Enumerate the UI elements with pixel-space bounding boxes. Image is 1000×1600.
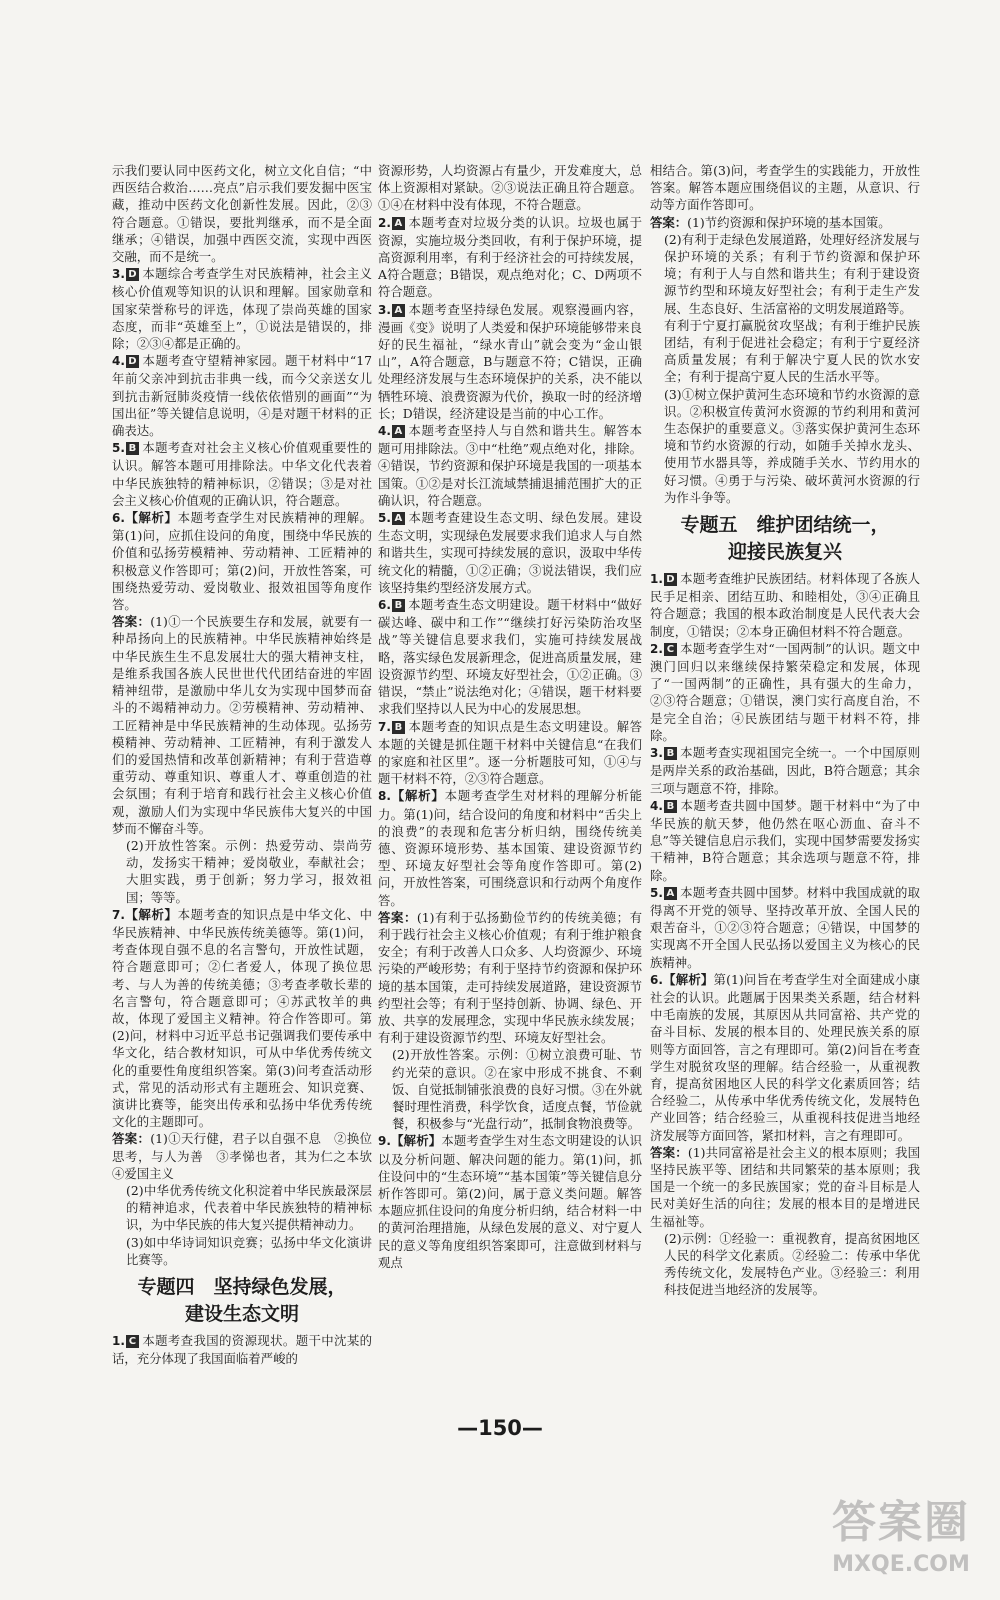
- paragraph-text: 本题考查共圆中国梦。材料中我国成就的取得离不开党的领导、坚持改革开放、全国人民的艰苦奋斗，①②③符合题意；④错误，中国梦的实现离不开全国人民弘扬以爱国主义为核心的民族精神。: [650, 884, 920, 970]
- paragraph-text: (1)①天行健，君子以自强不息 ②换位思考，与人为善 ③孝悌也者，其为仁之本欤 ④爱国主义: [112, 1131, 372, 1181]
- section-title: [650, 512, 920, 566]
- question-number: 4.: [650, 798, 663, 813]
- paragraph-text: 本题考查共圆中国梦。题干材料中“为了中华民族的航天梦，他仍然在呕心沥血、奋斗不息”等关键信息启示我们，实现中国梦需要发扬实干精神，B符合题意；其余选项与题意不符，排除。: [650, 797, 920, 883]
- answer-letter-box: C: [126, 1335, 139, 1348]
- question-answer: [112, 439, 372, 509]
- paragraph-text: 示我们要认同中医药文化，树立文化自信；“中西医结合救治……亮点”启示我们要发掘中医宝藏，推动中医药文化创新性发展。因此，②③符合题意。①错误，要批判继承，而不是全面继承；④错误，加强中西医交流，实现中西医交融，而不是统一。: [112, 163, 372, 265]
- question-number: 3.: [112, 267, 125, 282]
- label-tag: 【解析】: [124, 510, 178, 526]
- question-answer: [378, 1132, 642, 1271]
- question-answer: [650, 570, 920, 640]
- answer-letter-box: A: [392, 512, 405, 525]
- question-answer: [378, 718, 642, 788]
- paragraph-text: (1)共同富裕是社会主义的根本原则；我国坚持民族平等、团结和共同繁荣的基本原则；我国是一个统一的多民族国家；党的奋斗目标是人民对美好生活的向往；发展的根本目的是增进民生福祉等。: [650, 1144, 920, 1229]
- paragraph-text: (1)节约资源和保护环境的基本国策。: [687, 214, 891, 230]
- paragraph: [650, 231, 920, 317]
- answer-letter-box: A: [664, 887, 677, 900]
- question-answer: [112, 906, 372, 1131]
- question-number: 3.: [378, 302, 391, 317]
- paragraph: [112, 162, 372, 265]
- paragraph-text: 有利于宁夏打赢脱贫攻坚战；有利于维护民族团结，有利于促进社会稳定；有利于宁夏经济高质量发展；有利于解决宁夏人民的饮水安全；有利于提高宁夏人民的生活水平等。: [664, 317, 920, 385]
- question-answer: [112, 352, 372, 439]
- label-tag: 【解析】: [662, 971, 714, 987]
- answer-letter-box: A: [392, 425, 405, 438]
- column-middle: [378, 162, 642, 1410]
- question-answer: [378, 509, 642, 596]
- paragraph-text: 本题考查守望精神家园。题干材料中“17年前父亲冲到抗击非典一线，而今父亲送女儿到抗击新冠肺炎疫情一线依依惜别的画面”“为国出征”等关键信息说明，④是对题干材料的正确表达。: [112, 353, 372, 439]
- label-tag: 答案：: [650, 214, 688, 230]
- question-answer: [650, 884, 920, 971]
- answer-block: [112, 613, 372, 837]
- paragraph: [650, 386, 920, 506]
- paragraph-text: (2)开放性答案。示例：①树立浪费可耻、节约光荣的意识。②在家中形成不挑食、不剩饭、自觉抵制铺张浪费的良好习惯。③在外就餐时理性消费，科学饮食，适度点餐，节俭就餐，积极参与“光盘行动”，抵制食物浪费等。: [392, 1047, 642, 1132]
- label-tag: 答案：: [112, 1131, 151, 1147]
- answer-letter-box: D: [664, 573, 677, 586]
- paragraph-text: 相结合。第(3)问，考查学生的实践能力，开放性答案。解答本题应围绕倡议的主题，从意识、行动等方面作答即可。: [650, 163, 920, 213]
- watermark-logo: [816, 1494, 986, 1590]
- paragraph-text: 本题考查维护民族团结。材料体现了各族人民手足相亲、团结互助、和睦相处，③④正确且符合题意；我国的根本政治制度是人民代表大会制度，①错误；②本身正确但材料不符合题意。: [650, 571, 920, 639]
- question-number: 7.: [112, 907, 125, 922]
- question-number: 9.: [378, 1134, 391, 1149]
- paragraph-text: 本题考查的知识点是生态文明建设。解答本题的关键是抓住题干材料中关键信息“在我们的家庭和社区里”。逐一分析题肢可知，①④与题干材料不符，②③符合题意。: [378, 718, 642, 787]
- answer-letter-box: B: [392, 599, 405, 612]
- question-number: 2.: [378, 215, 391, 230]
- paragraph: [378, 1046, 642, 1132]
- question-answer: [650, 797, 920, 884]
- paragraph-text: 本题考查学生对民族精神的理解。第(1)问，应抓住设问的角度，围绕中华民族的价值和弘扬劳模精神、劳动精神、工匠精神的积极意义作答即可；第(2)问，开放性答案，可围绕热爱劳动、爱岗敬业、报效祖国等角度作答。: [112, 510, 372, 613]
- label-tag: 【解析】: [390, 788, 445, 804]
- answer-block: [378, 909, 642, 1047]
- paragraph-text: (2)开放性答案。示例：热爱劳动、崇尚劳动，发扬实干精神；爱岗敬业，奉献社会；大胆实践，勇于创新；努力学习，报效祖国；等等。: [126, 837, 372, 905]
- answer-letter-box: B: [664, 800, 677, 813]
- paragraph: [112, 837, 372, 906]
- column-right: [650, 162, 920, 1410]
- paragraph-text: 本题综合考查学生对民族精神，社会主义核心价值观等知识的认识和理解。国家勋章和国家荣誉称号的评选，体现了崇尚英雄的国家态度，而非“英雄至上”，①说法是错误的，排除；②③④都是正确的。: [112, 266, 372, 352]
- answer-letter-box: A: [392, 304, 405, 317]
- paragraph-text: 本题考查坚持绿色发展。观察漫画内容，漫画《变》说明了人类爱和保护环境能够带来良好的民生福祉，“绿水青山”就会变为“金山银山”，A符合题意，B与题意不符；C错误，正确处理经济发展与生态环境保护的关系，决不能以牺牲环境、浪费资源为代价，换取一时的经济增长；D错误，经济建设是当前的中心工作。: [378, 301, 642, 421]
- label-tag: 答案：: [112, 614, 151, 630]
- label-tag: 答案：: [378, 909, 417, 925]
- paragraph-text: (2)有利于走绿色发展道路，处理好经济发展与保护环境的关系；有利于节约资源和保护环境；有利于人与自然和谐共生；有利于建设资源节约型和环境友好型社会；有利于走生产发展、生态良好、生活富裕的文明发展道路等。: [664, 231, 920, 316]
- question-answer: [378, 422, 642, 509]
- label-tag: 答案：: [650, 1144, 688, 1160]
- answer-letter-box: D: [126, 355, 139, 368]
- paragraph: [650, 317, 920, 386]
- section-title-line: 建设生态文明: [184, 1303, 299, 1325]
- paragraph-text: 本题考查实现祖国完全统一。一个中国原则是两岸关系的政治基础，因此，B符合题意；其余三项与题意不符，排除。: [650, 745, 920, 796]
- paragraph-text: (1)有利于弘扬勤俭节约的传统美德；有利于践行社会主义核心价值观；有利于维护粮食安全；有利于改善人口众多、人均资源少、环境污染的严峻形势；有利于坚持节约资源和保护环境的基本国策，走可持续发展道路，建设资源节约型社会等；有利于坚持创新、协调、绿色、开放、共享的发展理念，实现中华民族永续发展；有利于建设资源节约型、环境友好型社会。: [378, 909, 642, 1046]
- paragraph-text: (2)中华优秀传统文化积淀着中华民族最深层的精神追求，代表着中华民族独特的精神标识，为中华民族的伟大复兴提供精神动力。: [126, 1182, 372, 1233]
- paragraph-text: 本题考查的知识点是中华文化、中华民族精神、中华民族传统美德等。第(1)问，考查体现自强不息的名言警句，开放性试题，符合题意即可；②仁者爱人，体现了换位思考、与人为善的传统美德；③考查孝敬长辈的名言警句，符合题意即可；④苏武牧羊的典故，体现了爱国主义精神。符合作答即可。第(2)问，材料中习近平总书记强调我们要传承中华文化，结合教材知识，可从中华优秀传统文化的重要性角度组织答案。第(3)问考查活动形式，常见的活动形式有主题班会、知识竞赛、演讲比赛等，能突出传承和弘扬中华优秀传统文化的主题即可。: [112, 906, 372, 1130]
- section-title: [112, 1274, 372, 1328]
- answer-letter-box: D: [126, 268, 139, 281]
- paragraph-text: 本题考查学生对生态文明建设的认识以及分析问题、解决问题的能力。第(1)问，抓住设问中的“生态环境”“基本国策”等关键信息分析作答即可。第(2)问，属于意义类问题。解答本题应抓住设问的角度分析归纳，结合材料一中的黄河治理措施，从绿色发展的意义、对宁夏人民的意义等角度组织答案即可，注意做到材料与观点: [378, 1133, 642, 1270]
- paragraph-text: 本题考查学生对材料的理解分析能力。第(1)问，结合设问的角度和材料中“舌尖上的浪费”的表现和危害分析归纳，围绕传统美德、资源环境形势、基本国策、建设资源节约型、环境友好型社会等角度作答即可。第(2)问，开放性答案，可围绕意识和行动两个角度作答。: [378, 788, 642, 908]
- paragraph-text: 本题考查对垃圾分类的认识。垃圾也属于资源，实施垃圾分类回收，有利于保护环境，提高资源利用率，有利于经济社会的可持续发展，A符合题意；B错误，观点绝对化；C、D两项不符合题意。: [378, 214, 642, 300]
- paragraph-text: (2)示例：①经验一：重视教育，提高贫困地区人民的科学文化素质。②经验二：传承中华优秀传统文化，发展特色产业。③经验三：利用科技促进当地经济的发展等。: [664, 1230, 920, 1298]
- paragraph-text: 本题考查生态文明建设。题干材料中“做好碳达峰、碳中和工作”“继续打好污染防治攻坚战”等关键信息要求我们，实施可持续发展战略，落实绿色发展新理念，促进高质量发展，建设资源节约型、环境友好型社会，①②正确。③错误，“禁止”说法绝对化；④错误，题干材料要求我们坚持以人民为中心的发展思想。: [378, 597, 642, 717]
- paragraph-text: 本题考查我国的资源现状。题干中沈某的话，充分体现了我国面临着严峻的: [112, 1333, 372, 1367]
- question-answer: [112, 265, 372, 352]
- question-number: 8.: [378, 789, 391, 804]
- question-number: 1.: [112, 1334, 125, 1348]
- paragraph-text: 本题考查建设生态文明、绿色发展。建设生态文明，实现绿色发展要求我们追求人与自然和谐共生，实现可持续发展的意识，汲取中华传统文化的精髓，①②正确；③说法错误，我们应该坚持集约型经济发展方式。: [378, 510, 642, 595]
- question-answer: [650, 971, 920, 1144]
- paragraph-text: 第(1)问旨在考查学生对全面建成小康社会的认识。此题属于因果类关系题，结合材料中毛南族的发展，其原因从共同富裕、共产党的奋斗目标、发展的根本目的、处理民族关系的原则等方面回答，言之有理即可。第(2)问旨在考查学生对脱贫攻坚的理解。结合经验一，从重视教育，提高贫困地区人民的科学文化素质回答；结合经验二，从传承中华优秀传统文化，发展特色产业回答；结合经验三，从重视科技促进当地经济发展等方面回答，紧扣材料，言之有理即可。: [650, 971, 920, 1143]
- watermark-sub: MXQE.COM: [832, 1552, 970, 1577]
- question-number: 7.: [378, 719, 391, 734]
- paragraph: [378, 162, 642, 214]
- question-number: 3.: [650, 746, 663, 761]
- question-number: 2.: [650, 641, 663, 656]
- question-number: 6.: [378, 598, 391, 613]
- answer-block: [112, 1130, 372, 1182]
- question-answer: [378, 301, 642, 422]
- question-number: 6.: [650, 972, 663, 987]
- question-number: 5.: [378, 511, 391, 526]
- answer-letter-box: A: [392, 217, 405, 230]
- paragraph: [112, 1182, 372, 1234]
- paragraph-text: 本题考查坚持人与自然和谐共生。解答本题可用排除法。③中“杜绝”观点绝对化，排除。④错误，节约资源和保护环境是我国的一项基本国策。①②是对长江流域禁捕退捕范围扩大的正确认识，符合题意。: [378, 423, 642, 508]
- answer-letter-box: B: [664, 747, 677, 760]
- page-number: —150—: [457, 1416, 543, 1440]
- paragraph: [650, 162, 920, 214]
- paragraph: [112, 1234, 372, 1268]
- watermark-main: 答案圈: [832, 1497, 970, 1548]
- answer-letter-box: B: [126, 442, 139, 455]
- question-number: 5.: [650, 885, 663, 900]
- question-number: 6.: [112, 511, 125, 526]
- question-answer: [378, 214, 642, 301]
- section-title-line: 迎接民族复兴: [727, 541, 842, 564]
- question-answer: [378, 596, 642, 717]
- question-answer: [650, 744, 920, 797]
- question-number: 5.: [112, 441, 125, 456]
- paragraph-text: 本题考查对社会主义核心价值观重要性的认识。解答本题可用排除法。中华文化代表着中华民族独特的精神标识，②错误；③是对社会主义核心价值观的正确认识，符合题意。: [112, 440, 372, 508]
- answer-letter-box: C: [664, 643, 677, 656]
- question-number: 1.: [650, 572, 663, 587]
- question-number: 4.: [112, 354, 125, 369]
- paragraph: [650, 1230, 920, 1299]
- paragraph-text: 本题考查学生对“一国两制”的认识。题文中澳门回归以来继续保持繁荣稳定和发展，体现了“一国两制”的正确性，具有强大的生命力，②③符合题意；①错误，澳门实行高度自治，不是完全自治；④民族团结与题干材料不符，排除。: [650, 640, 920, 743]
- question-answer: [378, 787, 642, 908]
- answer-letter-box: B: [392, 721, 405, 734]
- column-left: [112, 162, 372, 1410]
- answer-block: [650, 1144, 920, 1230]
- question-number: 4.: [378, 424, 391, 439]
- question-answer: [650, 640, 920, 744]
- paragraph-text: (1)①一个民族要生存和发展，就要有一种昂扬向上的民族精神。中华民族精神始终是中华民族生生不息发展壮大的强大精神支柱，是维系我国各族人民世世代代团结奋进的牢固精神纽带，是激励中华儿女为实现中国梦而奋斗的不竭精神动力。②劳模精神、劳动精神、工匠精神是中华民族精神的生动体现。弘扬劳模精神、劳动精神、工匠精神，有利于激发人们的爱国热情和改革创新精神；有利于营造尊重劳动、尊重知识、尊重人才、尊重创造的社会氛围；有利于培育和践行社会主义核心价值观，激励人们为实现中华民族伟大复兴的中国梦而不懈奋斗等。: [112, 614, 372, 836]
- label-tag: 【解析】: [390, 1133, 442, 1149]
- question-answer: [112, 1332, 372, 1367]
- answer-block: [650, 214, 920, 231]
- label-tag: 【解析】: [124, 906, 178, 922]
- paragraph-text: 资源形势，人均资源占有量少，开发难度大，总体上资源相对紧缺。②③说法正确且符合题意。①④在材料中没有体现，不符合题意。: [378, 163, 642, 213]
- section-title-line: 专题四 坚持绿色发展，: [137, 1276, 347, 1298]
- paragraph-text: (3)如中华诗词知识竞赛；弘扬中华文化演讲比赛等。: [126, 1234, 372, 1267]
- paragraph-text: (3)①树立保护黄河生态环境和节约水资源的意识。②积极宣传黄河水资源的节约利用和黄河生态保护的重要意义。③落实保护黄河生态环境和节约水资源的行动，如随手关掉水龙头、使用节水器具等，养成随手关水、节约用水的好习惯。④勇于与污染、破坏黄河水资源的行为作斗争等。: [664, 386, 920, 505]
- section-title-line: 专题五 维护团结统一，: [680, 514, 890, 537]
- question-answer: [112, 509, 372, 613]
